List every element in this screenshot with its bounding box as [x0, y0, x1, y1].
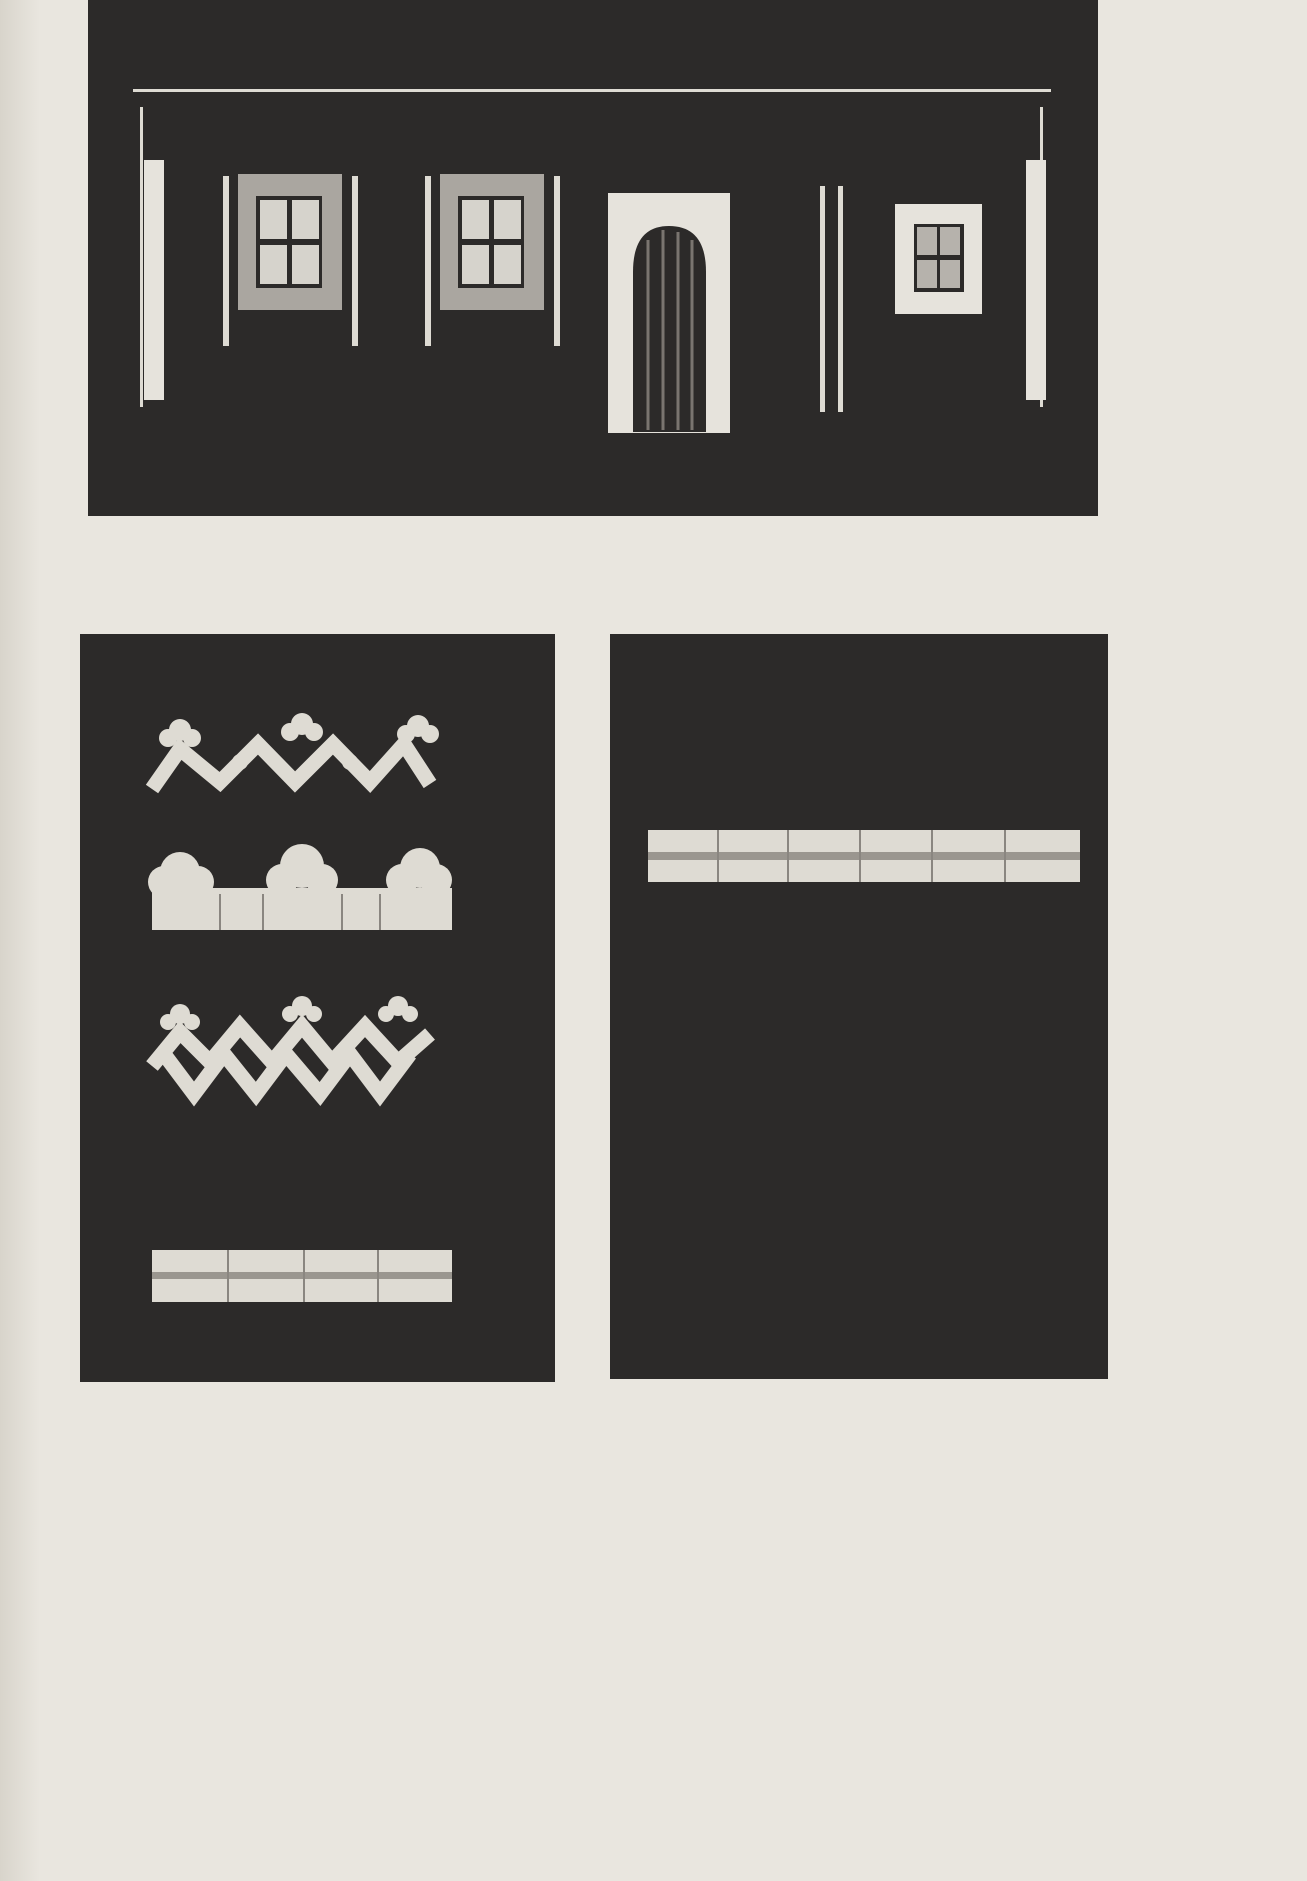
paper-edge-shadow — [0, 0, 40, 1881]
tab1-house-photo — [88, 0, 1098, 516]
house-facade-illustration — [88, 0, 1098, 516]
pattern-a-zigzag — [152, 744, 430, 789]
tab2-pattern-illustration — [80, 634, 555, 1382]
pattern-b-double-rectangles — [648, 830, 1080, 882]
pattern-b-band — [148, 844, 452, 930]
pattern-e-band — [152, 1250, 452, 1302]
pattern-c-zigzag — [152, 1026, 430, 1094]
tab2-patterns-photo — [80, 634, 555, 1382]
tab3-patterns-photo — [610, 634, 1108, 1379]
tab3-pattern-illustration — [610, 634, 1108, 1379]
